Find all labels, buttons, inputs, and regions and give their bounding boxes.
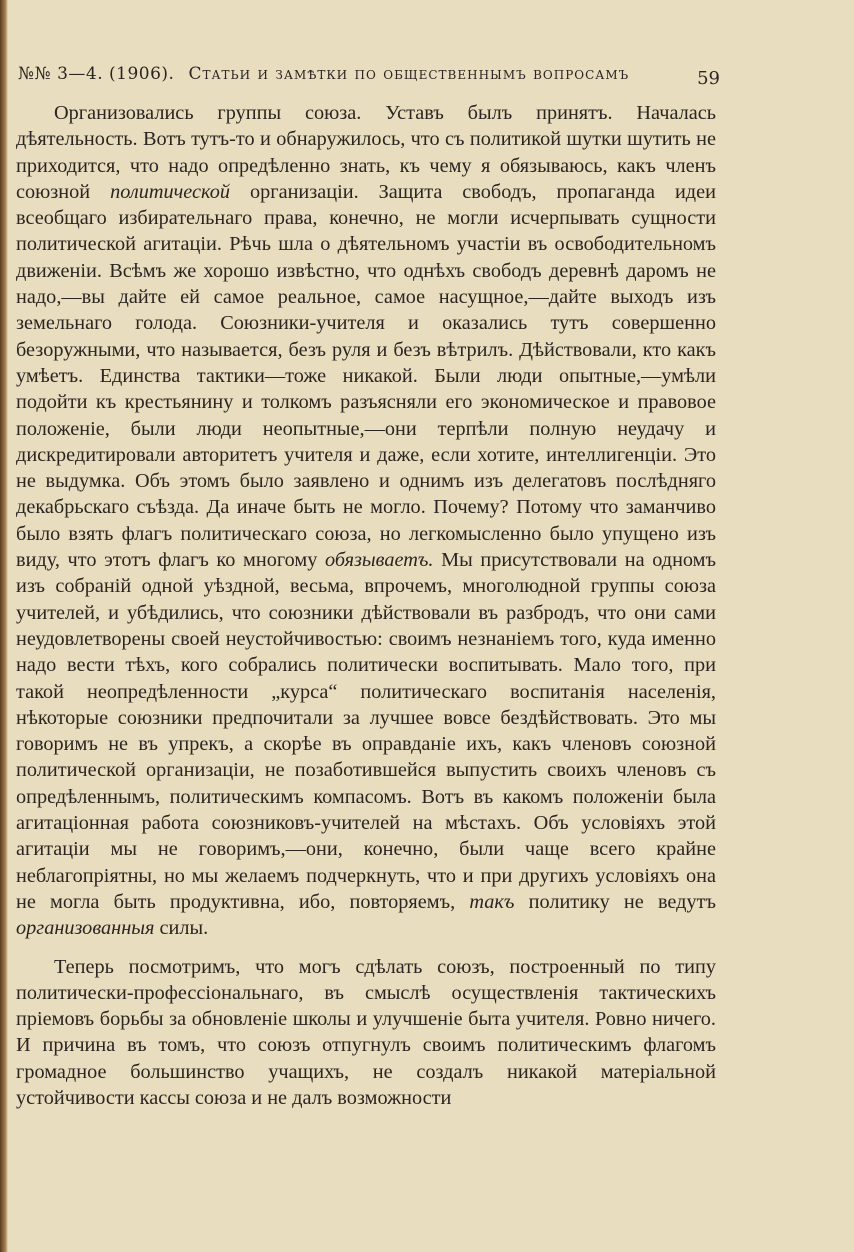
italic-text: политической (110, 180, 231, 203)
article-body (16, 100, 716, 1111)
paragraph-text: силы. (154, 917, 209, 940)
paragraph-text: Теперь посмотримъ, что могъ сдѣлать союзъ, построенный по типу политически-профессіональнаго, въ смыслѣ осуществленія тактическихъ пріемовъ борьбы за обновленіе школы и улучшеніе быта учителя. Ровно ничего. И причина въ томъ, что союзъ отпугнулъ своимъ политическимъ флагомъ громадное большинство учащихъ, не создалъ никакой матеріальной устойчивости кассы союза и не далъ возможности (16, 955, 716, 1109)
paragraph-text: организаціи. Защита свободъ, пропаганда идеи всеобщаго избирательнаго права, конечно, не могли исчерпывать сущности политической агитаціи. Рѣчь шла о дѣятельномъ участіи въ освободительномъ движеніи. Всѣмъ же хорошо извѣстно, что однѣхъ свободъ деревнѣ даромъ не надо,—вы дайте ей самое реальное, самое насущное,—дайте выходъ изъ земельнаго голода. Союзники-учителя и оказались тутъ совершенно безоружными, что называется, безъ руля и безъ вѣтрилъ. Дѣйствовали, кто какъ умѣетъ. Единства тактики—тоже никакой. Были люди опытные,—умѣли подойти къ крестьянину и толкомъ разъясняли его экономическое и правовое положеніе, были люди неопытные,—они терпѣли полную неудачу и дискредитировали авторитетъ учителя и даже, если хотите, интеллигенціи. Это не выдумка. Объ этомъ было заявлено и однимъ изъ делегатовъ послѣдняго декабрьскаго съѣзда. Да иначе быть не могло. Почему? Потому что заманчиво было взять флагъ политическаго союза, но легкомысленно было упущено изъ виду, что этотъ флагъ ко многому (16, 180, 716, 572)
italic-text: обязываетъ. (325, 549, 434, 572)
paragraph (16, 954, 716, 1112)
running-head-left (18, 64, 629, 84)
running-head (16, 56, 838, 100)
paragraph-text: Мы присутствовали на одномъ изъ собраній одной уѣздной, весьма, впрочемъ, многолюдной группы союза учителей, и убѣдились, что союзники дѣйствовали въ разбродъ, что они сами неудовлетворены своей неустойчивостью: своимъ незнаніемъ того, куда именно надо вести тѣхъ, кого собрались политически воспитывать. Мало того, при такой неопредѣленности „курса“ политическаго воспитанія населенія, нѣкоторые союзники предпочитали за лучшее вовсе бездѣйствовать. Это мы говоримъ не въ упрекъ, а скорѣе въ оправданіе ихъ, какъ членовъ союзной политической организаціи, не позаботившейся выпустить своихъ членовъ съ опредѣленнымъ, политическимъ компасомъ. Вотъ въ какомъ положеніи была агитаціонная работа союзниковъ-учителей на мѣстахъ. Объ условіяхъ этой агитаціи мы не говоримъ,—они, конечно, были чаще всего крайне неблагопріятны, но мы желаемъ подчеркнуть, что и при другихъ условіяхъ она не могла быть продуктивна, ибо, повторяемъ, (16, 549, 716, 913)
italic-text: такъ (469, 890, 515, 913)
section-title: Статьи и замѣтки по общественнымъ вопросамъ (188, 64, 630, 84)
issue-number: №№ 3—4. (1906). (18, 64, 175, 84)
paragraph-text: Организовались группы союза. Уставъ былъ принятъ. Началась дѣятельность. Вотъ тутъ-то и обнаружилось, что съ политикой шутки шутить не приходится, что надо опредѣленно знать, къ чему я обязываюсь, какъ членъ союзной (16, 102, 716, 203)
paragraph-text: политику не ведутъ (514, 890, 716, 913)
book-page (16, 56, 838, 1236)
book-spine-shadow (0, 0, 8, 1252)
italic-text: организованныя (16, 917, 155, 940)
paragraph (16, 100, 716, 942)
page-number: 59 (697, 68, 720, 89)
